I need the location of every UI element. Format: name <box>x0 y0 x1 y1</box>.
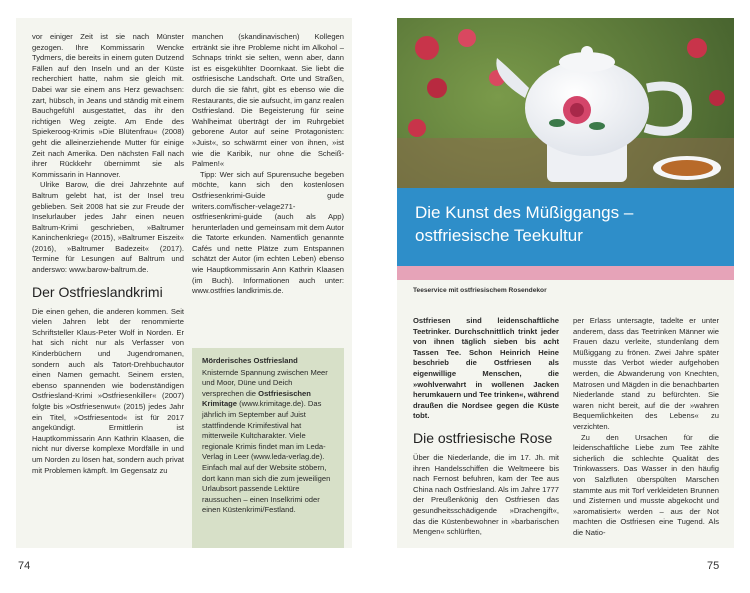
banner-title: Die Kunst des Müßiggangs – ostfriesische Teekultur <box>415 203 634 245</box>
paragraph: per Erlass untersagte, tadelte er unter anderem, dass das Teetrinken Männer wie Frauen dazu verleite, stundenlang dem Müßiggang zu frönen. Zwei Jahre später musste das Verbot wieder aufgehoben werden, die Abwanderung von Knechten, Matrosen und Mägden in die benachbarten Niederlande stand zu befürchten. Sie waren nicht bereit, auf die der »wahren Bequemlichkeiten des Lebens« zu verzichten. <box>573 316 719 431</box>
paragraph: manchen (skandinavischen) Kollegen ertränkt sie ihre Probleme nicht im Alkohol – Schnaps trinkt sie selten, wenn aber, dann ist es eisgekühlter Doornkaat. Sie liebt die ostfriesische Landschaft. Orte und Straßen, durch die sie fährt, gibt es ebenso wie die Restaurants, die sie aufsucht, im ganz realen Ostfriesland. Die Begeisterung für seine Wahlheimat überträgt der im Ruhrgebiet geborene Autor auf seine Protagonisten: »Juist«, so schwärmt einer von ihnen, »ist wie die Karibik, nur ohne die Scheiß-Palmen!« <box>192 32 344 169</box>
right-page <box>397 18 734 548</box>
paragraph: Zu den Ursachen für die leidenschaftliche Liebe zum Tee zählte sicherlich die schlechte Qualität des Trinkwassers. Das Wasser in den häufig von Salzfluten überspülten Marschen stammte aus mit Torf verkleideten Brunnen und Zisternen und musste abgekocht und »aromatisiert« werden – aus der Not machten die Ostfriesen eine Tugend. Als die Natio- <box>573 432 719 537</box>
left-column-2 <box>192 32 344 297</box>
info-box-text: Knisternde Spannung zwischen Meer und Moor, Düne und Deich versprechen die Ostfriesischen Krimitage (www.krimitage.de). Das jährlich im September auf Juist stattfindende Krimifestival hat mitterweile Kultcharakter. Viele regionale Krimis findet man im Leda-Verlag in Leer (www.leda-verlag.de). Einfach mal auf der Website stöbern, dort kann man sich die zum jeweiligen Urlaubsort passende Lektüre raussuchen – einen Inselkrimi oder einen Küstenkrimi/Festland. <box>202 367 331 515</box>
paragraph: Ulrike Barow, die drei Jahrzehnte auf Baltrum gelebt hat, ist der Insel treu geblieben. Seit 2008 hat sie zur Freude der Inselurlauber jedes Jahr einen neuen Baltrum-Krimi geschrieben, »Baltrumer Kaninchenkrieg« (2015), »Baltrumer Eiszeit« (2016), »Baltrumer Badezeit« (2017). Termine für Lesungen auf Baltrum und anderswo: www.barow-baltrum.de. <box>32 180 184 275</box>
paragraph: vor einiger Zeit ist sie nach Münster gezogen. Ihre Kommissarin Wencke Tydmers, die bereits in einem guten Dutzend Fällen auf den Inseln und an der Küste recherchiert hatte, nahm sie gleich mit. Dabei war sie einem ans Herz gewachsen: zart, hübsch, in Jeans und ständig mit einem Bauchgefühl ausgestattet, das ihr den richtigen Weg zeigte. Am Ende des Spiekeroog-Krimis »Die Blütenfrau« (2008) geht die alleinerziehende Mutter für einige Zeit nach Amerika. Den nächsten Fall nach ihrer Rückkehr übernimmt sie als Kommissarin in Hannover. <box>32 32 184 179</box>
left-page <box>16 18 352 548</box>
page-number-left: 74 <box>18 560 31 572</box>
section-heading: Die ostfriesische Rose <box>413 429 553 446</box>
info-box <box>192 348 344 548</box>
paragraph: Die einen gehen, die anderen kommen. Seit vielen Jahren lebt der renommierte Schriftsteller Klaus-Peter Wolf in Norden. Er hat sich nicht nur als Verfasser von Kinderbüchern und Jugendromanen, sondern auch als Tatort-Drehbuchautor einen Namen gemacht. Seinem ersten, ebenso spannenden wie bodenständigen Ostfriesland-Krimi »Ostfriesenkiller« (2007) folgte bis »Ostfriesenwut« (2015) jedes Jahr ein Titel, »Ostfriesentod« ist für 2017 angekündigt. Ermittlerin ist Hauptkommissarin Ann Kathrin Klaasen, die nicht nur diverse komplexe Mordfälle in und um Norden zu lösen hat, sondern auch privat mit Problemen kämpft. Im Gegensatz zu <box>32 306 184 475</box>
photo-caption: Teeservice mit ostfriesischem Rosendekor <box>413 287 547 294</box>
page-number-right: 75 <box>707 560 720 572</box>
left-column-1 <box>32 32 184 476</box>
right-column-2 <box>573 316 719 538</box>
title-banner <box>397 188 734 266</box>
lead-paragraph: Ostfriesen sind leidenschaftliche Teetrinker. Durchschnittlich trinkt jeder von ihnen täglich sieben bis acht Tassen Tee. Schon Heinrich Heine beschrieb die Ostfriesen als eigenwillige Menschen, die »wohlverwahrt in wollenen Jacken herumkauern und Tee trinken«, während draußen die Nordsee gegen die Küste tobt. <box>413 316 559 421</box>
right-column-1 <box>413 316 559 538</box>
info-box-title: Mörderisches Ostfriesland <box>202 356 298 365</box>
section-heading: Der Ostfrieslandkrimi <box>32 283 163 300</box>
paragraph: Tipp: Wer sich auf Spurensuche begeben möchte, kann sich den kostenlosen Ostfriesenkrimi-Guide gude writers.com/fischer-velage271-ostfriesenkrimi-guide (auch als App) herunterladen und gemeinsam mit dem Autor die Tatorte erkunden. Namentlich genannte Cafés und nette Plätze zum Entspannen schätzt der Autor (im echten Leben) ebenso wie Hauptkommissarin Ann Kathrin Klaasen (im Buch). Informationen auch unter: www.ostfries landkrimis.de. <box>192 169 344 296</box>
paragraph: Über die Niederlande, die im 17. Jh. mit ihren Handelsschiffen die Weltmeere bis nach Fernost befuhren, kam der Tee aus China nach Ostfriesland. Als im Jahre 1777 der Preußenkönig den Ostfriesen das gesundheitsschädigende »Drachengift«, das die Küstenbewohner in »barbarischen Mengen« schlürften, <box>413 452 559 537</box>
